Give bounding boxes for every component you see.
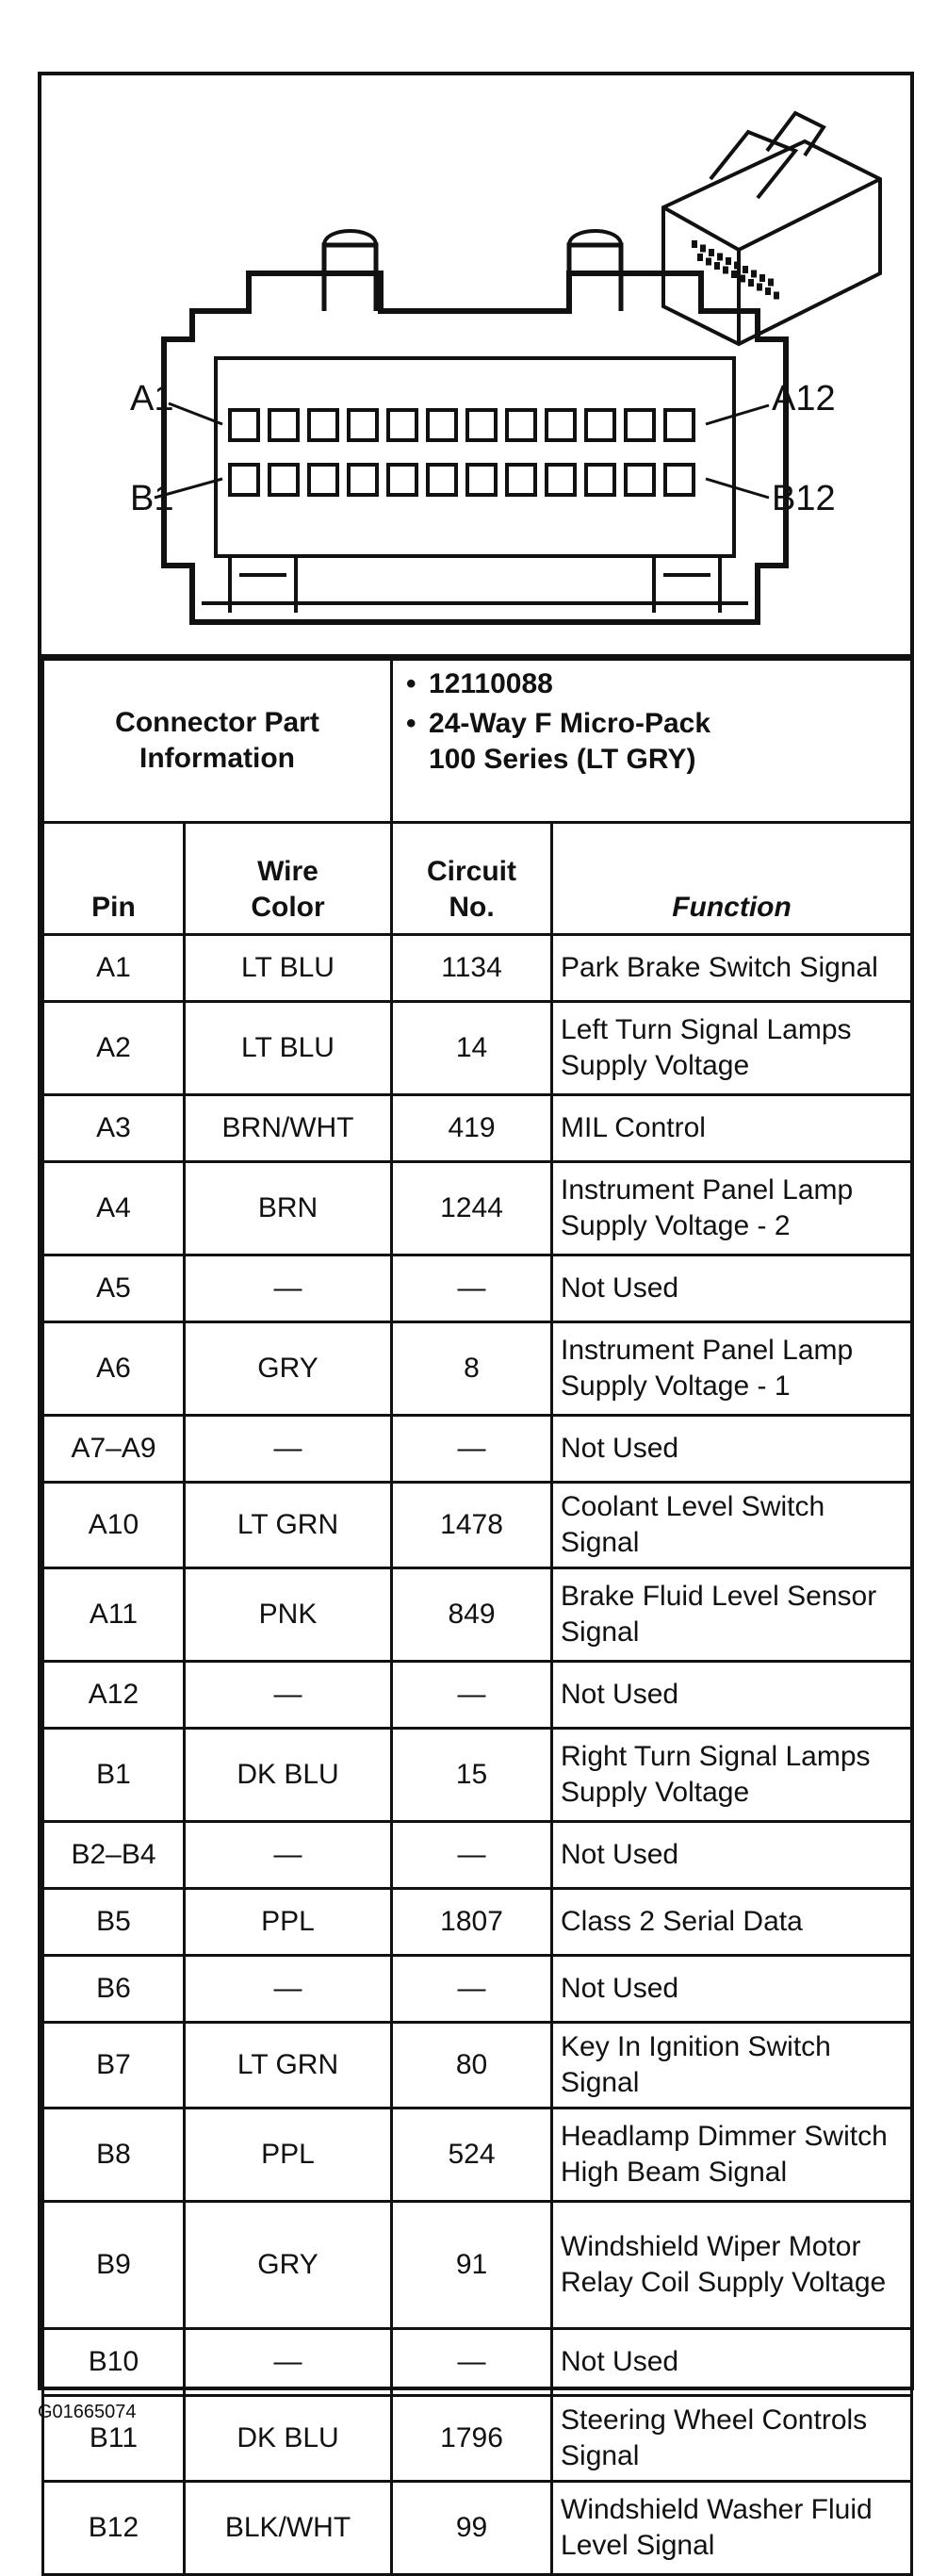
circuit-cell: 91 — [392, 2202, 552, 2329]
header-circuit-line2: No. — [449, 892, 495, 923]
table-row — [43, 935, 912, 1002]
cavity-a8 — [507, 410, 535, 440]
table-row — [43, 1889, 912, 1956]
wire-color-cell: LT GRN — [185, 1483, 392, 1568]
cavity-b1 — [230, 465, 258, 495]
function-cell: Not Used — [552, 1956, 912, 2023]
wire-color-cell: — — [185, 1956, 392, 2023]
cavity-b10 — [586, 465, 614, 495]
part-number: • 12110088 — [429, 666, 899, 702]
header-circuit — [392, 823, 552, 935]
header-wire-color-line2: Color — [251, 892, 325, 923]
wire-color-cell: BRN — [185, 1162, 392, 1255]
pin-cell: B2–B4 — [43, 1822, 185, 1889]
table-row — [43, 1483, 912, 1568]
cavity-a9 — [547, 410, 575, 440]
table-row — [43, 2329, 912, 2396]
table-row — [43, 1568, 912, 1662]
table-row — [43, 1729, 912, 1822]
cavity-a3 — [309, 410, 337, 440]
function-cell: Not Used — [552, 2329, 912, 2396]
cavity-b3 — [309, 465, 337, 495]
thumbnail-cavity — [714, 262, 720, 270]
pin-cell: A10 — [43, 1483, 185, 1568]
function-cell: Key In Ignition Switch Signal — [552, 2023, 912, 2108]
pin-label-a1: A1 — [130, 379, 174, 418]
connector-info-details — [392, 660, 912, 823]
cavity-a4 — [349, 410, 377, 440]
pin-label-b12: B12 — [772, 479, 836, 518]
wire-color-cell: BRN/WHT — [185, 1095, 392, 1162]
table-row — [43, 1956, 912, 2023]
function-cell: Instrument Panel Lamp Supply Voltage - 2 — [552, 1162, 912, 1255]
function-cell: Headlamp Dimmer Switch High Beam Signal — [552, 2108, 912, 2202]
pin-cell: B6 — [43, 1956, 185, 2023]
pin-label-a12: A12 — [772, 379, 836, 418]
cavity-b8 — [507, 465, 535, 495]
wire-color-cell: — — [185, 2329, 392, 2396]
cavity-a1 — [230, 410, 258, 440]
thumbnail-cavity — [731, 271, 737, 278]
pin-cell: B7 — [43, 2023, 185, 2108]
cavity-a6 — [428, 410, 456, 440]
pin-cell: B1 — [43, 1729, 185, 1822]
thumbnail-cavity — [751, 271, 757, 278]
description-line2: 100 Series (LT GRY) — [429, 744, 696, 775]
connector-info-label — [43, 660, 392, 823]
pin-cell: A5 — [43, 1255, 185, 1322]
thumbnail-cavity — [726, 257, 731, 265]
table-row — [43, 1002, 912, 1095]
header-wire-color-line1: Wire — [257, 856, 318, 887]
wire-color-cell: — — [185, 1662, 392, 1729]
function-cell: Coolant Level Switch Signal — [552, 1483, 912, 1568]
wire-color-cell: — — [185, 1416, 392, 1483]
circuit-cell: — — [392, 1416, 552, 1483]
pin-cell: A4 — [43, 1162, 185, 1255]
table-row — [43, 2202, 912, 2329]
circuit-cell: 1244 — [392, 1162, 552, 1255]
description-line1: 24-Way F Micro-Pack — [429, 708, 711, 739]
wire-color-cell: PNK — [185, 1568, 392, 1662]
wire-color-cell: PPL — [185, 1889, 392, 1956]
function-cell: Class 2 Serial Data — [552, 1889, 912, 1956]
wire-color-cell: GRY — [185, 1322, 392, 1416]
info-label-line1: Connector Part — [115, 707, 319, 738]
wire-color-cell: DK BLU — [185, 2396, 392, 2482]
header-circuit-line1: Circuit — [427, 856, 517, 887]
function-cell: Left Turn Signal Lamps Supply Voltage — [552, 1002, 912, 1095]
table-row — [43, 1822, 912, 1889]
connector-info-row — [43, 660, 912, 823]
wire-color-cell: BLK/WHT — [185, 2482, 392, 2575]
pin-cell: B11 — [43, 2396, 185, 2482]
function-cell: Brake Fluid Level Sensor Signal — [552, 1568, 912, 1662]
circuit-cell: 99 — [392, 2482, 552, 2575]
cavity-a12 — [665, 410, 694, 440]
circuit-cell: — — [392, 1956, 552, 2023]
table-row — [43, 1322, 912, 1416]
function-cell: Right Turn Signal Lamps Supply Voltage — [552, 1729, 912, 1822]
circuit-cell: — — [392, 1822, 552, 1889]
thumbnail-cavity — [706, 258, 711, 266]
cavity-b7 — [467, 465, 496, 495]
pin-cell: B12 — [43, 2482, 185, 2575]
function-cell: Steering Wheel Controls Signal — [552, 2396, 912, 2482]
thumbnail-cavity — [759, 274, 765, 282]
table-row — [43, 1416, 912, 1483]
function-cell: Instrument Panel Lamp Supply Voltage - 1 — [552, 1322, 912, 1416]
pin-cell: A7–A9 — [43, 1416, 185, 1483]
cavity-b4 — [349, 465, 377, 495]
header-function: Function — [552, 823, 912, 935]
figure-id: G01665074 — [38, 2402, 137, 2422]
thumbnail-cavity — [765, 287, 771, 295]
thumbnail-cavity — [717, 254, 723, 261]
thumbnail-cavity — [723, 267, 728, 274]
circuit-cell: — — [392, 2329, 552, 2396]
circuit-cell: — — [392, 1662, 552, 1729]
cavity-b12 — [665, 465, 694, 495]
function-cell: Not Used — [552, 1822, 912, 1889]
circuit-cell: 1478 — [392, 1483, 552, 1568]
thumbnail-cavity — [692, 240, 697, 248]
cavity-b5 — [388, 465, 416, 495]
circuit-cell: 849 — [392, 1568, 552, 1662]
pin-cell: B8 — [43, 2108, 185, 2202]
pin-cell: A1 — [43, 935, 185, 1002]
cavity-a2 — [269, 410, 298, 440]
circuit-cell: 14 — [392, 1002, 552, 1095]
cavity-a7 — [467, 410, 496, 440]
wire-color-cell: — — [185, 1822, 392, 1889]
wire-color-cell: — — [185, 1255, 392, 1322]
cavity-b9 — [547, 465, 575, 495]
pin-cell: A6 — [43, 1322, 185, 1416]
connector-drawing — [41, 75, 910, 654]
circuit-cell: 1807 — [392, 1889, 552, 1956]
function-cell: Not Used — [552, 1662, 912, 1729]
pinout-table — [41, 658, 913, 2576]
wire-color-cell: LT BLU — [185, 935, 392, 1002]
cavity-b6 — [428, 465, 456, 495]
thumbnail-cavity — [757, 284, 762, 291]
thumbnail-cavity — [740, 275, 745, 283]
thumbnail-cavity — [768, 279, 774, 287]
thumbnail-cavity — [743, 266, 748, 273]
thumbnail-cavity — [700, 245, 706, 253]
cavity-b2 — [269, 465, 298, 495]
table-row — [43, 2482, 912, 2575]
info-label-line2: Information — [139, 743, 295, 774]
wire-color-cell: LT GRN — [185, 2023, 392, 2108]
table-row — [43, 1095, 912, 1162]
circuit-cell: 1796 — [392, 2396, 552, 2482]
pin-cell: B9 — [43, 2202, 185, 2329]
circuit-cell: 419 — [392, 1095, 552, 1162]
connector-diagram — [41, 75, 910, 658]
pin-label-b1: B1 — [130, 479, 174, 518]
wire-color-cell: GRY — [185, 2202, 392, 2329]
thumbnail-cavity — [734, 262, 740, 270]
pin-cell: B10 — [43, 2329, 185, 2396]
pin-cell: A2 — [43, 1002, 185, 1095]
pin-cell: A3 — [43, 1095, 185, 1162]
circuit-cell: 80 — [392, 2023, 552, 2108]
function-cell: MIL Control — [552, 1095, 912, 1162]
wire-color-cell: LT BLU — [185, 1002, 392, 1095]
header-pin: Pin — [43, 823, 185, 935]
function-cell: Not Used — [552, 1416, 912, 1483]
pin-cell: B5 — [43, 1889, 185, 1956]
thumbnail-cavity — [697, 254, 703, 261]
connector-perspective — [663, 113, 880, 344]
circuit-cell: 1134 — [392, 935, 552, 1002]
table-row — [43, 1255, 912, 1322]
table-row — [43, 1162, 912, 1255]
connector-description — [429, 706, 899, 778]
table-row — [43, 2108, 912, 2202]
thumbnail-cavity — [774, 292, 779, 300]
circuit-cell: 15 — [392, 1729, 552, 1822]
function-cell: Windshield Wiper Motor Relay Coil Supply Voltage — [552, 2202, 912, 2329]
function-cell: Not Used — [552, 1255, 912, 1322]
circuit-cell: — — [392, 1255, 552, 1322]
table-row — [43, 2396, 912, 2482]
pin-cell: A11 — [43, 1568, 185, 1662]
pin-cell: A12 — [43, 1662, 185, 1729]
table-row — [43, 2023, 912, 2108]
header-row — [43, 823, 912, 935]
circuit-cell: 524 — [392, 2108, 552, 2202]
cavity-a10 — [586, 410, 614, 440]
wire-color-cell: PPL — [185, 2108, 392, 2202]
thumbnail-cavity — [709, 249, 714, 256]
thumbnail-cavity — [748, 279, 754, 287]
cavity-b11 — [626, 465, 654, 495]
wire-color-cell: DK BLU — [185, 1729, 392, 1822]
circuit-cell: 8 — [392, 1322, 552, 1416]
cavity-a5 — [388, 410, 416, 440]
cavity-a11 — [626, 410, 654, 440]
table-row — [43, 1662, 912, 1729]
header-wire-color — [185, 823, 392, 935]
function-cell: Windshield Washer Fluid Level Signal — [552, 2482, 912, 2575]
function-cell: Park Brake Switch Signal — [552, 935, 912, 1002]
